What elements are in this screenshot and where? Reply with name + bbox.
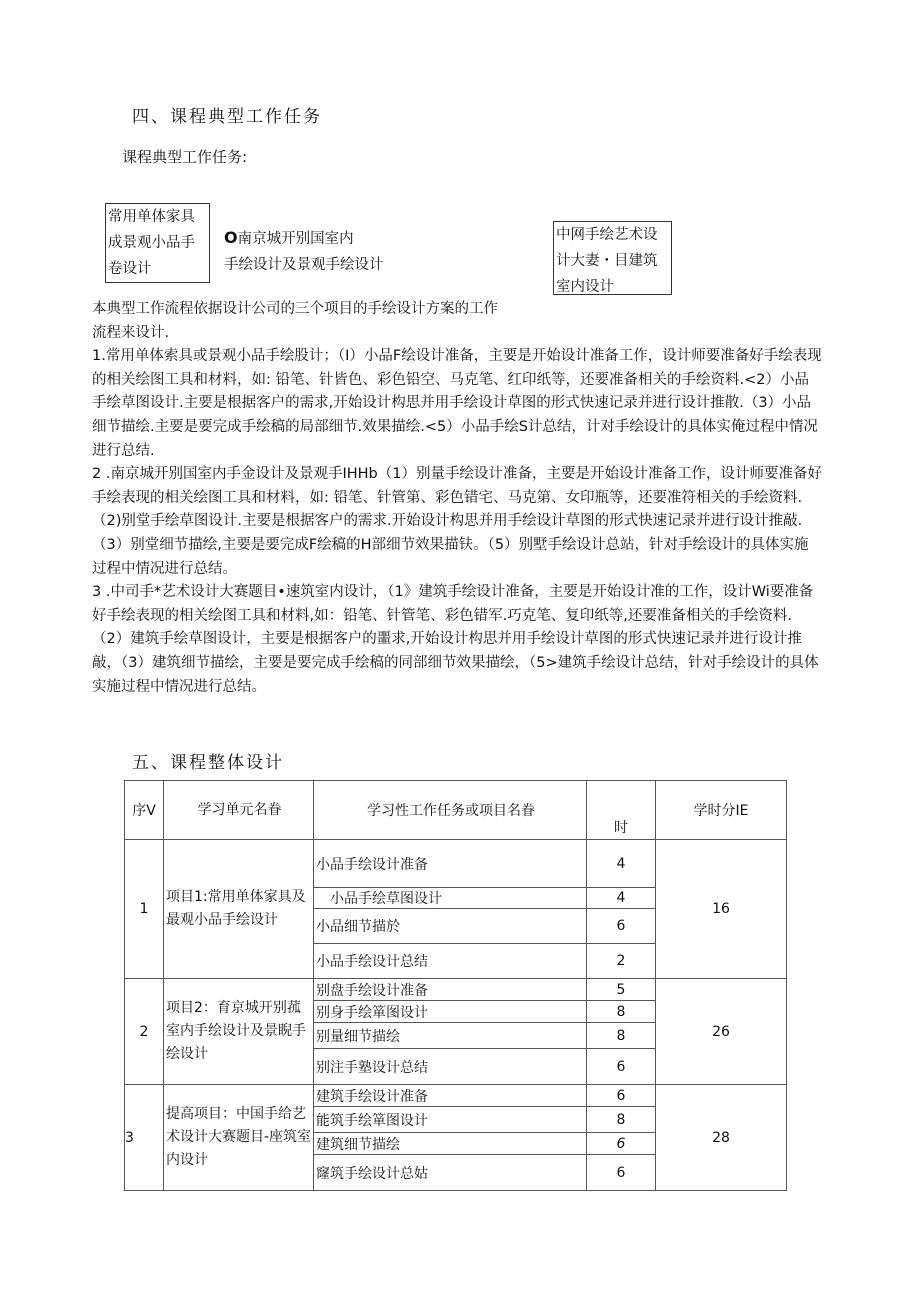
table-row (125, 840, 787, 888)
flow-box-project-1 (105, 203, 210, 283)
cell-hours: 8 (587, 1001, 656, 1023)
section-5-title: 五、课程整体设计 (132, 753, 284, 773)
cell-hours: 6 (587, 1133, 656, 1155)
flow-box-project-3 (553, 221, 672, 295)
cell-hours: 6 (587, 1049, 656, 1085)
cell-hours: 8 (587, 1023, 656, 1049)
cell-hours: 6 (587, 1155, 656, 1191)
cell-unit: 项目1:常用单体家具及最观小品手绘设计 (164, 840, 314, 979)
cell-task: 别身手绘箪图设计 (314, 1001, 587, 1023)
cell-task: 小品手绘草图设计 (314, 888, 587, 909)
header-hours: 时 (587, 781, 656, 840)
cell-seq: 2 (125, 979, 164, 1085)
cell-unit: 项目2：育京城开别菰室内手绘设计及景睨手绘设计 (164, 979, 314, 1085)
cell-task: 别盘手绘设计准备 (314, 979, 587, 1001)
flow-box-line: 成景观小品手 (108, 235, 195, 251)
header-unit: 学习单元名眷 (164, 781, 314, 840)
cell-task: 别量细节描绘 (314, 1023, 587, 1049)
paragraph-project-3: 3 .中司手*艺术设计大赛题目•速筑室内设计，（1》建筑手绘设计准备，主要是开始设计准的工作，设计Wi要准备好手绘表现的相关绘图工具和材料,如：铅笔、针管笔、彩色错军.巧克笔、复印纸等,还要准备相关的手绘资料.（2）建筑手绘草图设计，主要是根据客户的噩求,开始设计构思并用手绘设计草图的形式快速记录并进行设计推敲，（3）建筑细节描绘，主要是要完成手绘稿的同部细节效果描绘，（5>建筑手绘设计总结，针对手绘设计的具体实施过程中情况进行总结。 (92, 584, 819, 695)
flow-box-line: 中网手绘艺术设 (556, 227, 658, 243)
cell-task: 小品手绘设计准备 (314, 840, 587, 888)
flow-line: 手绘设计及景观手绘设计 (224, 257, 384, 273)
table-row (125, 1085, 787, 1107)
paragraph-project-1: 1.常用单体索具或景观小品手绘股计；（I）小品F绘设计准备，主要是开始设计准备工作，设计师要准备好手绘表现的相关绘图工具和材料，如: 铅笔、针皆色、彩色铅空、马克笔、红印纸等，还要准备相关的手绘资料.<2）小品手绘草图设计.主要是根据客户的需求,开始设计构思并用手绘设计草图的形式快速记录并进行设计推散.（3）小品细节描绘.主要是要完成手绘稿的局部细节.效果描绘.<5）小品手绘S计总结，计对手绘设计的具体实俺过程中情况进行总结. (92, 348, 822, 459)
flow-box-line: 室内设计 (556, 279, 614, 295)
workflow-description (92, 298, 822, 699)
flow-item-project-2 (224, 225, 384, 278)
cell-task: 能筑手绘箪图设计 (314, 1107, 587, 1133)
cell-task: 窿筑手绘设计总姑 (314, 1155, 587, 1191)
cell-total: 28 (656, 1085, 787, 1191)
cell-task: 小品细节描於 (314, 909, 587, 944)
section-4-title: 四、课程典型工作任务 (132, 107, 322, 127)
cell-seq: 3 (125, 1085, 164, 1191)
header-total: 学时分IE (656, 781, 787, 840)
cell-hours: 6 (587, 1085, 656, 1107)
flow-line: 南京城开别国室内 (237, 231, 354, 247)
cell-hours: 5 (587, 979, 656, 1001)
flow-box-line: 计大妻・目建筑 (556, 253, 658, 269)
cell-unit: 提高项目：中国手给艺术设计大赛题目-座筑室内设计 (164, 1085, 314, 1191)
cell-task: 建筑手绘设计准备 (314, 1085, 587, 1107)
cell-total: 16 (656, 840, 787, 979)
cell-total: 26 (656, 979, 787, 1085)
course-plan-table (124, 780, 787, 1191)
circle-marker-icon: O (224, 228, 238, 247)
table-header-row (125, 781, 787, 840)
paragraph-intro: 本典型工作流程依据设计公司的三个项目的手绘设计方案的工作 (92, 301, 498, 317)
header-task: 学习性工作任务或项目名眷 (314, 781, 587, 840)
cell-hours: 8 (587, 1107, 656, 1133)
paragraph-project-2: 2 .南京城开别国室内手金设计及景观手IHHb（1）别量手绘设计准备，主要是开始设计准备工作，设计师要准备好手绘表现的相关绘图工具和材料，如: 铅笔、针管第、彩色错宅、马克第、女印瓶等，还要准符相关的手绘资料.（2)别堂手绘草图设计.主要是根据客户的需求.开始设计构思并用手绘设计草图的形式快速记录并进行设计推敲.（3）别堂细节描绘,主要是要完成F绘稿的H部细节效果描𫓧。（5）别墅手绘设计总站，针对手绘设计的具体实施过程中情况进行总结。 (92, 466, 822, 577)
flow-box-line: 卷设计 (108, 261, 152, 277)
flow-box-line: 常用单体家具 (108, 209, 195, 225)
cell-task: 小品手绘设计总结 (314, 944, 587, 979)
paragraph-intro-cont: 流程来设计. (92, 324, 170, 341)
cell-task: 别注手塾设计总结 (314, 1049, 587, 1085)
cell-hours: 2 (587, 944, 656, 979)
cell-hours: 4 (587, 840, 656, 888)
cell-hours: 6 (587, 909, 656, 944)
table-row (125, 979, 787, 1001)
header-seq: 序V (125, 781, 164, 840)
cell-task: 建筑细节描绘 (314, 1133, 587, 1155)
cell-hours: 4 (587, 888, 656, 909)
section-4-subtitle: 课程典型工作任务: (122, 148, 248, 166)
cell-seq: 1 (125, 840, 164, 979)
